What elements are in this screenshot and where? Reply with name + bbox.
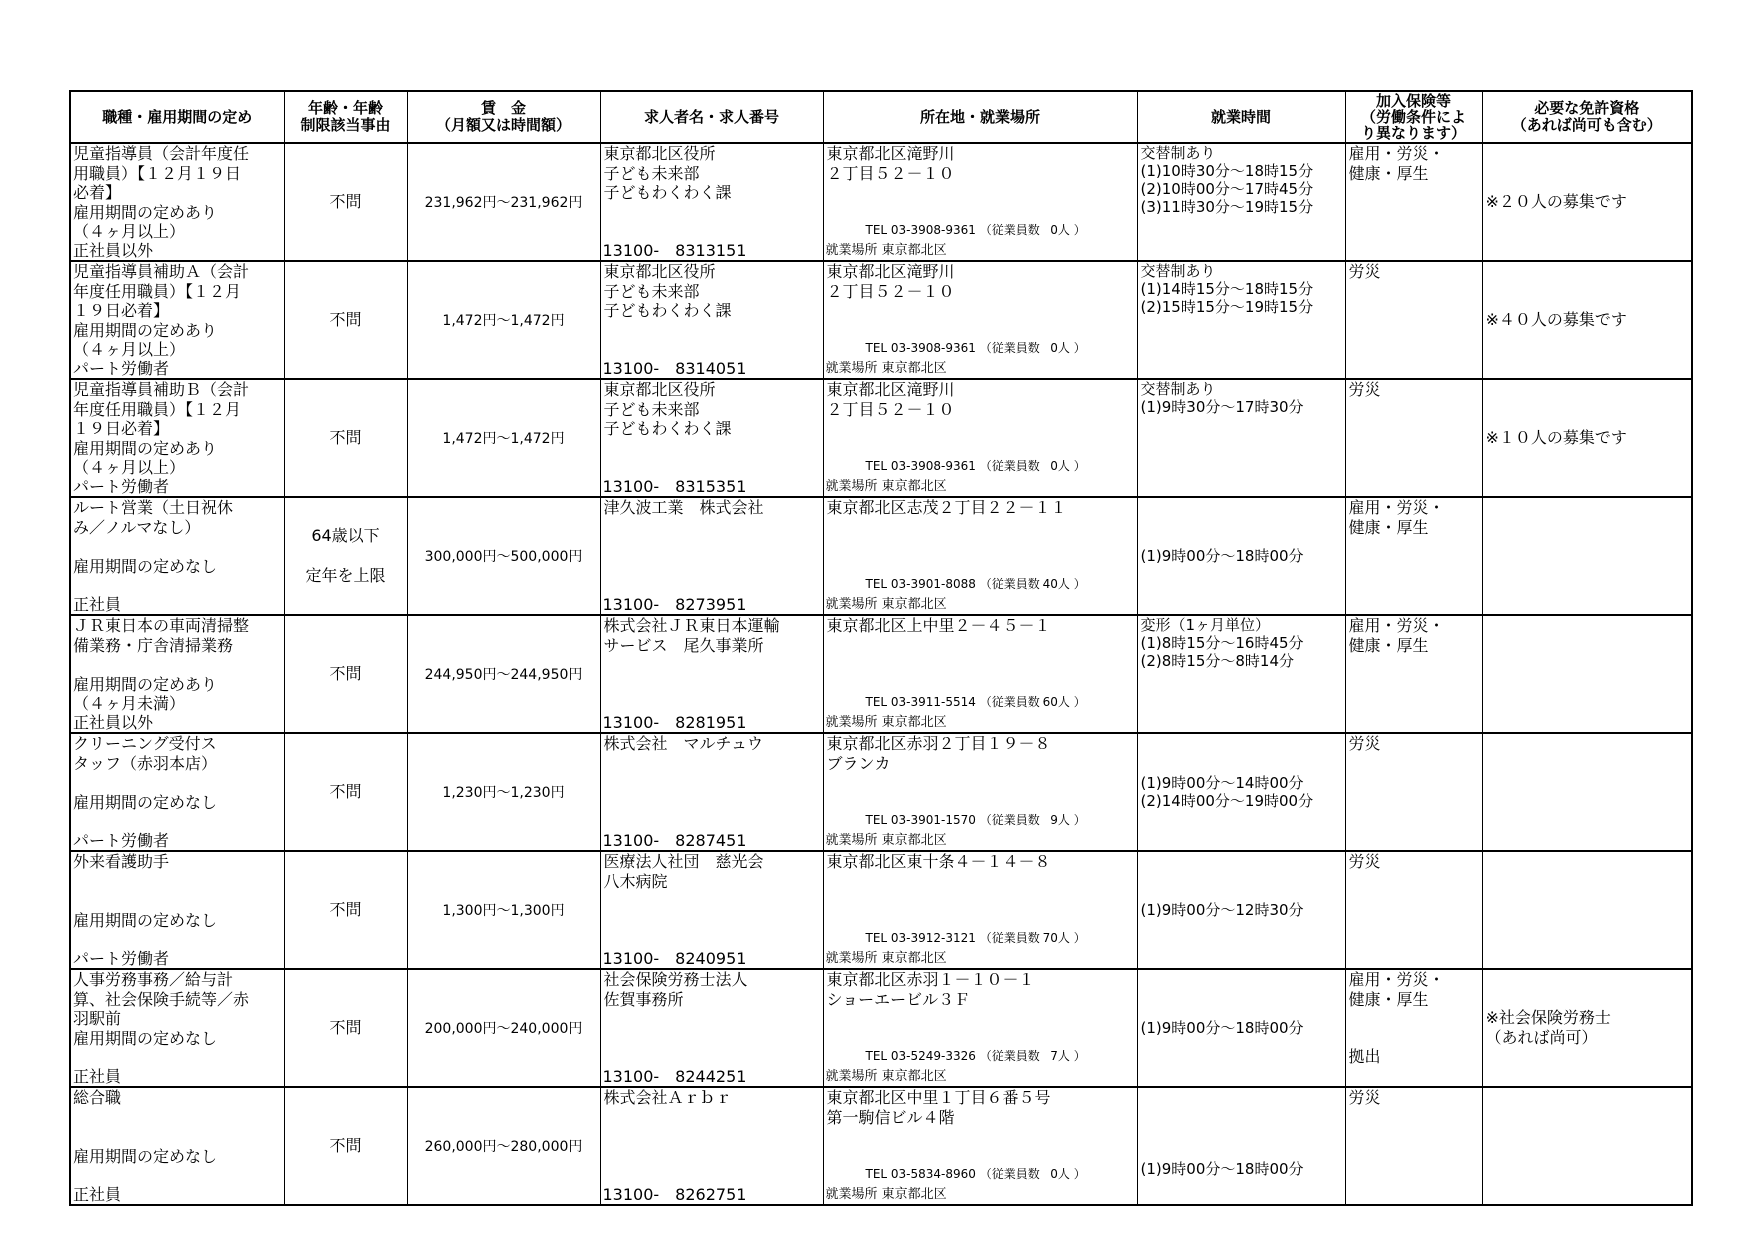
location-cell bbox=[823, 1087, 1137, 1205]
job-number: 13100- 8314051 bbox=[602, 358, 747, 378]
job-title-line: み／ノルマなし） bbox=[73, 517, 201, 537]
telephone-line bbox=[866, 1165, 1086, 1185]
wage-cell bbox=[407, 261, 600, 379]
telephone-text: TEL 03-3908-9361 （従業員数 bbox=[865, 222, 1040, 237]
license-line: ※２０人の募集です bbox=[1485, 192, 1627, 211]
hours-cell bbox=[1137, 733, 1345, 851]
telephone-line bbox=[866, 339, 1086, 359]
hours-line bbox=[1141, 1106, 1346, 1124]
license-cell bbox=[1482, 379, 1692, 497]
header-license-line2: （あれば尚可も含む） bbox=[1511, 116, 1662, 134]
insurance-cell bbox=[1345, 379, 1482, 497]
hours-line: (1)9時00分～18時00分 bbox=[1140, 1160, 1304, 1178]
address-line: 東京都北区滝野川 bbox=[826, 144, 955, 163]
insurance-line: 労災 bbox=[1348, 262, 1381, 281]
staff-count: 40人 ） bbox=[1042, 576, 1086, 591]
header-age bbox=[284, 91, 407, 143]
hours-line: (1)9時00分～18時00分 bbox=[1140, 1019, 1304, 1037]
age-limit-text: 不問 bbox=[329, 664, 362, 683]
job-title-line bbox=[73, 537, 284, 557]
hours-line: 交替制あり bbox=[1140, 144, 1216, 162]
telephone-text: TEL 03-3901-8088 （従業員数 bbox=[865, 576, 1040, 591]
job-title-line: 年度任用職員）【１２月 bbox=[73, 281, 242, 301]
age-limit-text: 不問 bbox=[329, 1018, 362, 1037]
employer-cell bbox=[600, 497, 823, 615]
table-row bbox=[70, 143, 1692, 261]
insurance-line: 雇用・労災・ bbox=[1348, 498, 1445, 517]
staff-count: 70人 ） bbox=[1042, 930, 1086, 945]
insurance-line: 健康・厚生 bbox=[1348, 517, 1429, 537]
license-cell bbox=[1482, 1087, 1692, 1205]
location-cell bbox=[823, 261, 1137, 379]
hours-line: (1)8時15分～16時45分 bbox=[1140, 634, 1304, 652]
license-cell bbox=[1482, 497, 1692, 615]
header-insurance-line1: 加入保険等 bbox=[1375, 92, 1451, 110]
location-cell bbox=[823, 969, 1137, 1087]
staff-count: 60人 ） bbox=[1042, 694, 1086, 709]
work-place: 就業場所 東京都北区 bbox=[825, 596, 947, 612]
wage-text: 200,000円～240,000円 bbox=[424, 1021, 583, 1037]
job-title-line: 羽駅前 bbox=[73, 1009, 122, 1028]
wage-text: 231,962円～231,962円 bbox=[424, 195, 583, 211]
insurance-line: 雇用・労災・ bbox=[1348, 616, 1445, 635]
job-number: 13100- 8313151 bbox=[602, 240, 747, 260]
header-employer bbox=[600, 91, 823, 143]
job-number: 13100- 8287451 bbox=[602, 830, 747, 850]
employment-type: パート労働者 bbox=[73, 948, 170, 968]
job-title-cell bbox=[70, 615, 284, 733]
job-title-cell bbox=[70, 851, 284, 969]
job-number: 13100- 8244251 bbox=[602, 1066, 747, 1086]
employer-cell bbox=[600, 969, 823, 1087]
hours-line bbox=[1141, 1142, 1346, 1160]
telephone-text: TEL 03-3908-9361 （従業員数 bbox=[865, 340, 1040, 355]
hours-line: (2)14時00分～19時00分 bbox=[1140, 792, 1314, 810]
job-title-line: （４ヶ月以上） bbox=[73, 458, 186, 477]
header-employer-text: 求人者名・求人番号 bbox=[643, 107, 779, 126]
hours-cell bbox=[1137, 379, 1345, 497]
hours-line: 交替制あり bbox=[1140, 262, 1216, 280]
job-title-line: １９日必着】 bbox=[73, 419, 170, 438]
table-row bbox=[70, 733, 1692, 851]
table-header-row bbox=[70, 91, 1692, 143]
employer-cell bbox=[600, 851, 823, 969]
employer-name-line: 社会保険労務士法人 bbox=[603, 970, 748, 989]
job-title-line: 児童指導員（会計年度任 bbox=[73, 144, 250, 163]
age-limit-text: 不問 bbox=[329, 192, 362, 211]
staff-count: 9人 ） bbox=[1050, 812, 1086, 827]
job-title-line: 用職員）【１２月１９日 bbox=[73, 163, 242, 183]
job-title-line: 人事労務事務／給与計 bbox=[73, 970, 234, 989]
job-title-cell bbox=[70, 497, 284, 615]
hours-cell bbox=[1137, 1087, 1345, 1205]
job-title-line bbox=[73, 872, 284, 892]
hours-line: (1)14時15分～18時15分 bbox=[1140, 280, 1314, 298]
hours-line: (2)8時15分～8時14分 bbox=[1140, 652, 1295, 670]
employer-cell bbox=[600, 733, 823, 851]
insurance-line: 健康・厚生 bbox=[1348, 163, 1429, 183]
telephone-line bbox=[866, 693, 1086, 713]
employment-type: パート労働者 bbox=[73, 358, 170, 378]
insurance-line: 雇用・労災・ bbox=[1348, 144, 1445, 163]
insurance-cell bbox=[1345, 261, 1482, 379]
header-age-line1: 年齢・年齢 bbox=[307, 99, 383, 117]
wage-text: 300,000円～500,000円 bbox=[424, 549, 583, 565]
job-number: 13100- 8273951 bbox=[602, 594, 747, 614]
work-place: 就業場所 東京都北区 bbox=[825, 1068, 947, 1084]
address-line: ブランカ bbox=[826, 753, 891, 773]
staff-count: 0人 ） bbox=[1050, 340, 1086, 355]
employer-cell bbox=[600, 1087, 823, 1205]
employment-type: 正社員以外 bbox=[73, 712, 154, 732]
job-title-line: 雇用期間の定めなし bbox=[73, 1146, 218, 1166]
hours-line: (2)10時00分～17時45分 bbox=[1140, 180, 1314, 198]
address-line: 東京都北区中里１丁目６番５号 bbox=[826, 1088, 1051, 1107]
table-row bbox=[70, 261, 1692, 379]
work-place: 就業場所 東京都北区 bbox=[825, 478, 947, 494]
job-title-line: 雇用期間の定めあり bbox=[73, 320, 218, 340]
job-title-line: （４ヶ月以上） bbox=[73, 222, 186, 241]
job-title-cell bbox=[70, 969, 284, 1087]
employment-type: 正社員 bbox=[73, 1066, 122, 1086]
job-title-line: ルート営業（土日祝休 bbox=[73, 498, 234, 517]
header-location-text: 所在地・就業場所 bbox=[919, 107, 1040, 126]
job-number: 13100- 8315351 bbox=[602, 476, 747, 496]
header-wage-line1: 賃 金 bbox=[480, 99, 526, 117]
work-place: 就業場所 東京都北区 bbox=[825, 714, 947, 730]
age-limit-text: 不問 bbox=[329, 1136, 362, 1155]
employer-name-line: 子どもわくわく課 bbox=[603, 419, 732, 438]
table-row bbox=[70, 851, 1692, 969]
header-job-title-text: 職種・雇用期間の定め bbox=[102, 107, 253, 126]
hours-line: 交替制あり bbox=[1140, 380, 1216, 398]
age-limit-cell bbox=[284, 261, 407, 379]
age-limit-cell bbox=[284, 497, 407, 615]
wage-text: 1,230円～1,230円 bbox=[442, 785, 565, 801]
work-place: 就業場所 東京都北区 bbox=[825, 1186, 947, 1202]
employer-cell bbox=[600, 379, 823, 497]
age-limit-cell bbox=[284, 143, 407, 261]
job-title-cell bbox=[70, 143, 284, 261]
wage-text: 1,472円～1,472円 bbox=[442, 431, 565, 447]
age-limit-text: 不問 bbox=[329, 310, 362, 329]
staff-count: 0人 ） bbox=[1050, 222, 1086, 237]
insurance-line: 雇用・労災・ bbox=[1348, 970, 1445, 989]
job-title-line bbox=[73, 1108, 284, 1128]
address-line: 東京都北区志茂２丁目２２－１１ bbox=[826, 498, 1067, 517]
hours-group bbox=[1141, 1019, 1304, 1037]
job-title-line: （４ヶ月以上） bbox=[73, 340, 186, 359]
employer-name-line: 津久波工業 株式会社 bbox=[603, 498, 764, 517]
table-row bbox=[70, 379, 1692, 497]
telephone-line bbox=[866, 811, 1086, 831]
job-title-line: 年度任用職員）【１２月 bbox=[73, 399, 242, 419]
wage-text: 244,950円～244,950円 bbox=[424, 667, 583, 683]
header-license-line1: 必要な免許資格 bbox=[1534, 99, 1640, 117]
telephone-line bbox=[866, 457, 1086, 477]
wage-cell bbox=[407, 1087, 600, 1205]
insurance-line: 健康・厚生 bbox=[1348, 989, 1429, 1009]
employer-name-line: 子ども未来部 bbox=[603, 281, 700, 301]
age-limit-cell bbox=[284, 615, 407, 733]
table-body bbox=[70, 143, 1692, 1205]
employer-cell bbox=[600, 143, 823, 261]
age-limit-text: 不問 bbox=[329, 900, 362, 919]
insurance-cell bbox=[1345, 143, 1482, 261]
license-line: ※４０人の募集です bbox=[1485, 310, 1627, 329]
job-title-line: １９日必着】 bbox=[73, 301, 170, 320]
job-title-line: 雇用期間の定めなし bbox=[73, 1028, 218, 1048]
wage-cell bbox=[407, 969, 600, 1087]
header-location bbox=[823, 91, 1137, 143]
age-limit-text: 定年を上限 bbox=[305, 566, 386, 585]
telephone-line bbox=[866, 929, 1086, 949]
hours-line: (1)9時00分～18時00分 bbox=[1140, 547, 1304, 565]
job-title-cell bbox=[70, 379, 284, 497]
telephone-line bbox=[866, 575, 1086, 595]
job-title-line: 総合職 bbox=[73, 1088, 122, 1107]
hours-group bbox=[1141, 774, 1314, 810]
header-insurance-line3: り異なります） bbox=[1360, 124, 1466, 142]
job-title-line: 算、社会保険手続等／赤 bbox=[73, 989, 250, 1009]
hours-line bbox=[1141, 1124, 1346, 1142]
job-title-line: 雇用期間の定めあり bbox=[73, 438, 218, 458]
job-title-line: 雇用期間の定めなし bbox=[73, 556, 218, 576]
employer-name-line: 東京都北区役所 bbox=[603, 144, 716, 163]
header-wage-line2: （月額又は時間額） bbox=[435, 116, 571, 134]
insurance-line: 健康・厚生 bbox=[1348, 635, 1429, 655]
employer-name-line: サービス 尾久事業所 bbox=[603, 635, 764, 655]
address-line: 東京都北区滝野川 bbox=[826, 262, 955, 281]
job-title-line: クリーニング受付ス bbox=[73, 734, 217, 753]
hours-cell bbox=[1137, 969, 1345, 1087]
insurance-cell bbox=[1345, 497, 1482, 615]
license-line: ※１０人の募集です bbox=[1485, 428, 1627, 447]
hours-cell bbox=[1137, 615, 1345, 733]
job-title-cell bbox=[70, 733, 284, 851]
address-line: 東京都北区赤羽２丁目１９－８ bbox=[826, 734, 1051, 753]
hours-cell bbox=[1137, 851, 1345, 969]
header-insurance bbox=[1345, 91, 1482, 143]
employer-name-line: 医療法人社団 慈光会 bbox=[603, 852, 764, 871]
employment-type: パート労働者 bbox=[73, 830, 170, 850]
job-number: 13100- 8262751 bbox=[602, 1184, 747, 1204]
age-limit-cell bbox=[284, 733, 407, 851]
age-limit-cell bbox=[284, 1087, 407, 1205]
job-title-line: 備業務・庁舎清掃業務 bbox=[73, 635, 234, 655]
license-cell bbox=[1482, 143, 1692, 261]
employer-name-line: 子ども未来部 bbox=[603, 399, 700, 419]
table-row bbox=[70, 1087, 1692, 1205]
staff-count: 7人 ） bbox=[1050, 1048, 1086, 1063]
staff-count: 0人 ） bbox=[1050, 1166, 1086, 1181]
insurance-line: 労災 bbox=[1348, 734, 1381, 753]
location-cell bbox=[823, 143, 1137, 261]
insurance-cell bbox=[1345, 733, 1482, 851]
job-title-line: 雇用期間の定めなし bbox=[73, 792, 218, 812]
work-place: 就業場所 東京都北区 bbox=[825, 832, 947, 848]
job-number: 13100- 8281951 bbox=[602, 712, 747, 732]
employment-type: 正社員 bbox=[73, 594, 122, 614]
location-cell bbox=[823, 851, 1137, 969]
address-line: 第一駒信ビル４階 bbox=[826, 1107, 955, 1127]
hours-group bbox=[1141, 901, 1304, 919]
wage-cell bbox=[407, 851, 600, 969]
telephone-text: TEL 03-3901-1570 （従業員数 bbox=[865, 812, 1040, 827]
insurance-cell bbox=[1345, 1087, 1482, 1205]
wage-text: 1,300円～1,300円 bbox=[442, 903, 565, 919]
header-age-line2: 制限該当事由 bbox=[300, 116, 391, 134]
employment-type: 正社員 bbox=[73, 1184, 122, 1204]
address-line: 東京都北区上中里２－４５－１ bbox=[826, 616, 1051, 635]
job-title-line: 必着】 bbox=[73, 183, 122, 202]
address-line: 東京都北区滝野川 bbox=[826, 380, 955, 399]
wage-cell bbox=[407, 143, 600, 261]
header-insurance-line2: （労働条件によ bbox=[1360, 108, 1466, 126]
address-line: ショーエービル３Ｆ bbox=[826, 989, 971, 1009]
location-cell bbox=[823, 497, 1137, 615]
age-limit-cell bbox=[284, 379, 407, 497]
hours-cell bbox=[1137, 143, 1345, 261]
employer-cell bbox=[600, 261, 823, 379]
work-place: 就業場所 東京都北区 bbox=[825, 360, 947, 376]
address-line: 東京都北区赤羽１－１０－１ bbox=[826, 970, 1035, 989]
hours-line: (1)10時30分～18時15分 bbox=[1140, 162, 1314, 180]
telephone-text: TEL 03-5249-3326 （従業員数 bbox=[865, 1048, 1040, 1063]
hours-line: (1)9時30分～17時30分 bbox=[1140, 398, 1304, 416]
address-line: ２丁目５２－１０ bbox=[826, 399, 955, 419]
job-title-line bbox=[73, 1127, 284, 1147]
age-limit-cell bbox=[284, 851, 407, 969]
insurance-cell bbox=[1345, 969, 1482, 1087]
employment-type: パート労働者 bbox=[73, 476, 170, 496]
telephone-text: TEL 03-5834-8960 （従業員数 bbox=[865, 1166, 1040, 1181]
insurance-cell bbox=[1345, 851, 1482, 969]
address-line: ２丁目５２－１０ bbox=[826, 281, 955, 301]
wage-cell bbox=[407, 615, 600, 733]
job-title-cell bbox=[70, 261, 284, 379]
staff-count: 0人 ） bbox=[1050, 458, 1086, 473]
wage-cell bbox=[407, 733, 600, 851]
hours-line: (3)11時30分～19時15分 bbox=[1140, 198, 1314, 216]
job-title-line: 雇用期間の定めあり bbox=[73, 202, 218, 222]
address-line: ２丁目５２－１０ bbox=[826, 163, 955, 183]
employer-name-line: 株式会社 マルチュウ bbox=[603, 734, 764, 753]
hours-line: (1)9時00分～14時00分 bbox=[1140, 774, 1304, 792]
hours-line bbox=[1141, 1088, 1346, 1106]
job-number: 13100- 8240951 bbox=[602, 948, 747, 968]
insurance-line: 労災 bbox=[1348, 852, 1381, 871]
age-limit-text: 64歳以下 bbox=[311, 526, 380, 545]
telephone-text: TEL 03-3908-9361 （従業員数 bbox=[865, 458, 1040, 473]
wage-cell bbox=[407, 497, 600, 615]
age-limit-text: 不問 bbox=[329, 428, 362, 447]
insurance-line: 労災 bbox=[1348, 380, 1381, 399]
hours-line: 変形（1ヶ月単位） bbox=[1140, 616, 1271, 634]
employer-name-line: 佐賀事務所 bbox=[603, 989, 684, 1009]
license-cell bbox=[1482, 733, 1692, 851]
age-limit-cell bbox=[284, 969, 407, 1087]
employer-name-line: 子ども未来部 bbox=[603, 163, 700, 183]
license-line: ※社会保険労務士 bbox=[1485, 1008, 1611, 1027]
insurance-line: 労災 bbox=[1348, 1088, 1381, 1107]
work-place: 就業場所 東京都北区 bbox=[825, 950, 947, 966]
job-title-line: 児童指導員補助Ａ（会計 bbox=[73, 262, 250, 281]
employer-cell bbox=[600, 615, 823, 733]
employer-name-line: 子どもわくわく課 bbox=[603, 183, 732, 202]
telephone-text: TEL 03-3911-5514 （従業員数 bbox=[865, 694, 1040, 709]
insurance-cell bbox=[1345, 615, 1482, 733]
employer-name-line: 東京都北区役所 bbox=[603, 380, 716, 399]
hours-line: (1)9時00分～12時30分 bbox=[1140, 901, 1304, 919]
employment-type: 正社員以外 bbox=[73, 240, 154, 260]
employer-name-line: 子どもわくわく課 bbox=[603, 301, 732, 320]
location-cell bbox=[823, 379, 1137, 497]
job-title-line: タッフ（赤羽本店） bbox=[73, 753, 218, 773]
address-line: 東京都北区東十条４－１４－８ bbox=[826, 852, 1051, 871]
employer-name-line: 株式会社ＪＲ東日本運輸 bbox=[603, 616, 780, 635]
employer-name-line: 東京都北区役所 bbox=[603, 262, 716, 281]
header-hours bbox=[1137, 91, 1345, 143]
hours-cell bbox=[1137, 261, 1345, 379]
table-row bbox=[70, 497, 1692, 615]
telephone-line bbox=[866, 221, 1086, 241]
wage-text: 1,472円～1,472円 bbox=[442, 313, 565, 329]
wage-cell bbox=[407, 379, 600, 497]
age-limit-text: 不問 bbox=[329, 782, 362, 801]
job-title-cell bbox=[70, 1087, 284, 1205]
header-hours-text: 就業時間 bbox=[1210, 107, 1271, 126]
job-title-line bbox=[73, 655, 284, 675]
job-title-line: ＪＲ東日本の車両清掃整 bbox=[73, 616, 250, 635]
job-title-line: 児童指導員補助Ｂ（会計 bbox=[73, 380, 250, 399]
header-wage bbox=[407, 91, 600, 143]
license-line: （あれば尚可） bbox=[1485, 1028, 1598, 1047]
hours-group bbox=[1141, 547, 1304, 565]
license-cell bbox=[1482, 615, 1692, 733]
job-title-line: 外来看護助手 bbox=[73, 852, 170, 871]
location-cell bbox=[823, 615, 1137, 733]
insurance-extra: 拠出 bbox=[1348, 1046, 1381, 1066]
header-license bbox=[1482, 91, 1692, 143]
employer-name-line: 八木病院 bbox=[603, 871, 668, 891]
location-cell bbox=[823, 733, 1137, 851]
wage-text: 260,000円～280,000円 bbox=[424, 1139, 583, 1155]
job-title-line: （４ヶ月未満） bbox=[73, 694, 186, 713]
license-cell bbox=[1482, 969, 1692, 1087]
table-row bbox=[70, 969, 1692, 1087]
telephone-text: TEL 03-3912-3121 （従業員数 bbox=[865, 930, 1040, 945]
telephone-line bbox=[866, 1047, 1086, 1067]
hours-cell bbox=[1137, 497, 1345, 615]
header-job-title bbox=[70, 91, 284, 143]
job-title-line: 雇用期間の定めあり bbox=[73, 674, 218, 694]
table-row bbox=[70, 615, 1692, 733]
job-title-line: 雇用期間の定めなし bbox=[73, 910, 218, 930]
job-listings-table bbox=[69, 90, 1693, 1206]
work-place: 就業場所 東京都北区 bbox=[825, 242, 947, 258]
hours-line: (2)15時15分～19時15分 bbox=[1140, 298, 1314, 316]
job-title-line bbox=[73, 773, 284, 793]
employer-name-line: 株式会社Ａｒｂｒ bbox=[603, 1088, 732, 1107]
job-title-line bbox=[73, 891, 284, 911]
license-cell bbox=[1482, 851, 1692, 969]
license-cell bbox=[1482, 261, 1692, 379]
